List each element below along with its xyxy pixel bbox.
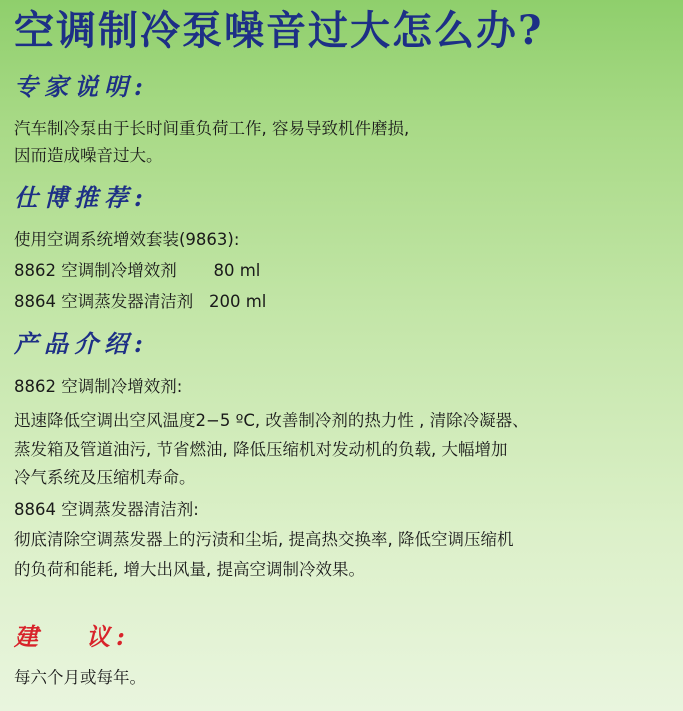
advice-text: 每六个月或每年。 <box>14 668 146 687</box>
page-title: 空调制冷泵噪音过大怎么办? <box>14 7 544 54</box>
expert-line-2: 因而造成噪音过大。 <box>14 146 163 165</box>
recommend-item-8862: 8862 空调制冷增效剂 80 ml <box>14 261 261 280</box>
recommend-intro: 使用空调系统增效套装(9863): <box>14 230 240 249</box>
product-8864-line-2: 的负荷和能耗, 增大出风量, 提高空调制冷效果。 <box>14 560 365 579</box>
product-8862-line-3: 冷气系统及压缩机寿命。 <box>14 468 196 487</box>
expert-heading: 专家说明: <box>14 72 149 101</box>
product-8862-line-1: 迅速降低空调出空风温度2−5 ºC, 改善制冷剂的热力性 , 清除冷凝器、 <box>14 411 529 430</box>
advice-heading-rest: 议: <box>86 622 131 651</box>
product-8862-title: 8862 空调制冷增效剂: <box>14 377 183 396</box>
product-8864-title: 8864 空调蒸发器清洁剂: <box>14 500 199 519</box>
advice-heading <box>14 622 131 652</box>
advice-heading-char: 建 <box>14 622 44 651</box>
product-8864-line-1: 彻底清除空调蒸发器上的污渍和尘垢, 提高热交换率, 降低空调压缩机 <box>14 530 514 549</box>
expert-line-1: 汽车制冷泵由于长时间重负荷工作, 容易导致机件磨损, <box>14 119 410 138</box>
product-8862-line-2: 蒸发箱及管道油污, 节省燃油, 降低压缩机对发动机的负载, 大幅增加 <box>14 440 508 459</box>
recommend-heading: 仕博推荐: <box>14 183 149 212</box>
product-heading: 产品介绍: <box>14 329 149 358</box>
recommend-item-8864: 8864 空调蒸发器清洁剂 200 ml <box>14 292 267 311</box>
